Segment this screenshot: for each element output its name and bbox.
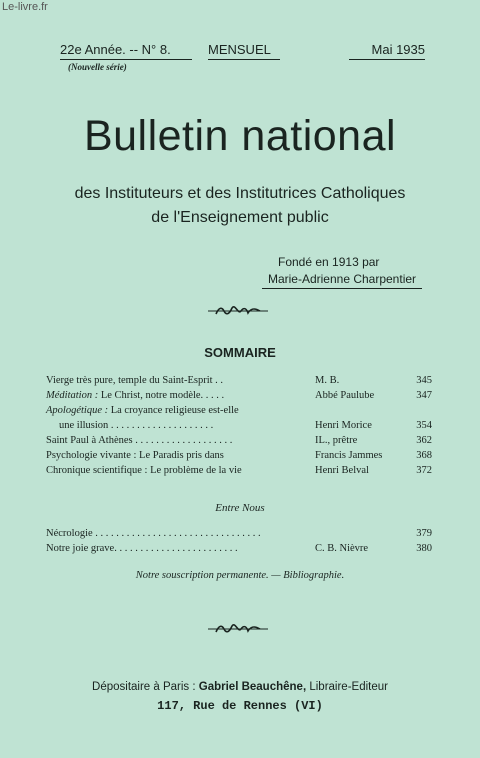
toc-entry-page: 372 [416, 465, 432, 476]
publisher-line [0, 681, 480, 693]
publisher-prefix: Dépositaire à Paris : [92, 681, 196, 693]
subtitle-line-1: des Instituteurs et des Institutrices Catholiques [74, 185, 406, 202]
toc-entry-page: 345 [416, 375, 432, 386]
frequency: MENSUEL [208, 42, 280, 60]
publisher-name: Gabriel Beauchêne, [198, 681, 307, 693]
toc-entry-page: 368 [416, 450, 432, 461]
series-note: (Nouvelle série) [68, 62, 127, 72]
toc-entry-author: Francis Jammes [315, 450, 383, 461]
toc-entry-page: 379 [416, 528, 432, 539]
sommaire-heading: SOMMAIRE [204, 345, 276, 360]
toc-entry-title: une illusion . . . . . . . . . . . . . . . . . . . . [59, 420, 214, 431]
toc-entry-title: La croyance religieuse est-elle [108, 405, 239, 416]
toc-entry-title: Saint Paul à Athènes . . . . . . . . . . . . . . . . . . . [46, 435, 233, 446]
toc-entry-author: C. B. Nièvre [315, 543, 369, 554]
toc-entry [46, 528, 432, 542]
toc-entry-title: Nécrologie . . . . . . . . . . . . . . . . . . . . . . . . . . . . . . . . [46, 528, 261, 539]
watermark: Le-livre.fr [2, 1, 48, 13]
toc-entry [46, 420, 432, 434]
entre-nous-heading: Entre Nous [215, 502, 265, 514]
founded-text: Fondé en 1913 par [278, 255, 380, 269]
toc-entry [46, 405, 432, 419]
toc-entry-label: Apologétique : [46, 405, 109, 416]
toc-entry [46, 435, 432, 449]
toc-entry-author: IL., prêtre [315, 435, 358, 446]
toc-entry-author: M. B. [315, 375, 340, 386]
toc-entry [46, 375, 432, 389]
toc-entry-author: Henri Morice [315, 420, 372, 431]
toc-entry-title: Notre joie grave. . . . . . . . . . . . . . . . . . . . . . . . [46, 543, 238, 554]
publisher-address: 117, Rue de Rennes (VI) [157, 699, 323, 713]
founder-name: Marie-Adrienne Charpentier [262, 272, 422, 289]
subtitle-line-2: de l'Enseignement public [151, 209, 329, 226]
toc-entry-page: 362 [416, 435, 432, 446]
toc-entry-title: Vierge très pure, temple du Saint-Esprit . . [46, 375, 224, 386]
toc-entry-page: 354 [416, 420, 432, 431]
ornament-divider [208, 623, 268, 635]
toc-entry [46, 465, 432, 479]
toc-entry-label: Méditation : [46, 390, 99, 401]
toc-entry [46, 543, 432, 557]
issue-date: Mai 1935 [349, 42, 425, 60]
toc-entry-page: 380 [416, 543, 432, 554]
toc-entry-title: Psychologie vivante : Le Paradis pris dans [46, 450, 224, 461]
toc-entry-title: Le Christ, notre modèle. . . . . [98, 390, 225, 401]
subscription-note: Notre souscription permanente. — Bibliographie. [135, 570, 345, 581]
issue-number: 22e Année. -- N° 8. [60, 42, 192, 60]
toc-entry-title: Chronique scientifique : Le problème de la vie [46, 465, 242, 476]
publisher-suffix: Libraire-Editeur [309, 681, 388, 693]
toc-entry-author: Henri Belval [315, 465, 369, 476]
toc-entry-author: Abbé Paulube [315, 390, 375, 401]
journal-title: Bulletin national [83, 112, 397, 160]
ornament-divider [208, 305, 268, 317]
toc-entry [46, 450, 432, 464]
toc-entry-page: 347 [416, 390, 432, 401]
toc-entry [46, 390, 432, 404]
